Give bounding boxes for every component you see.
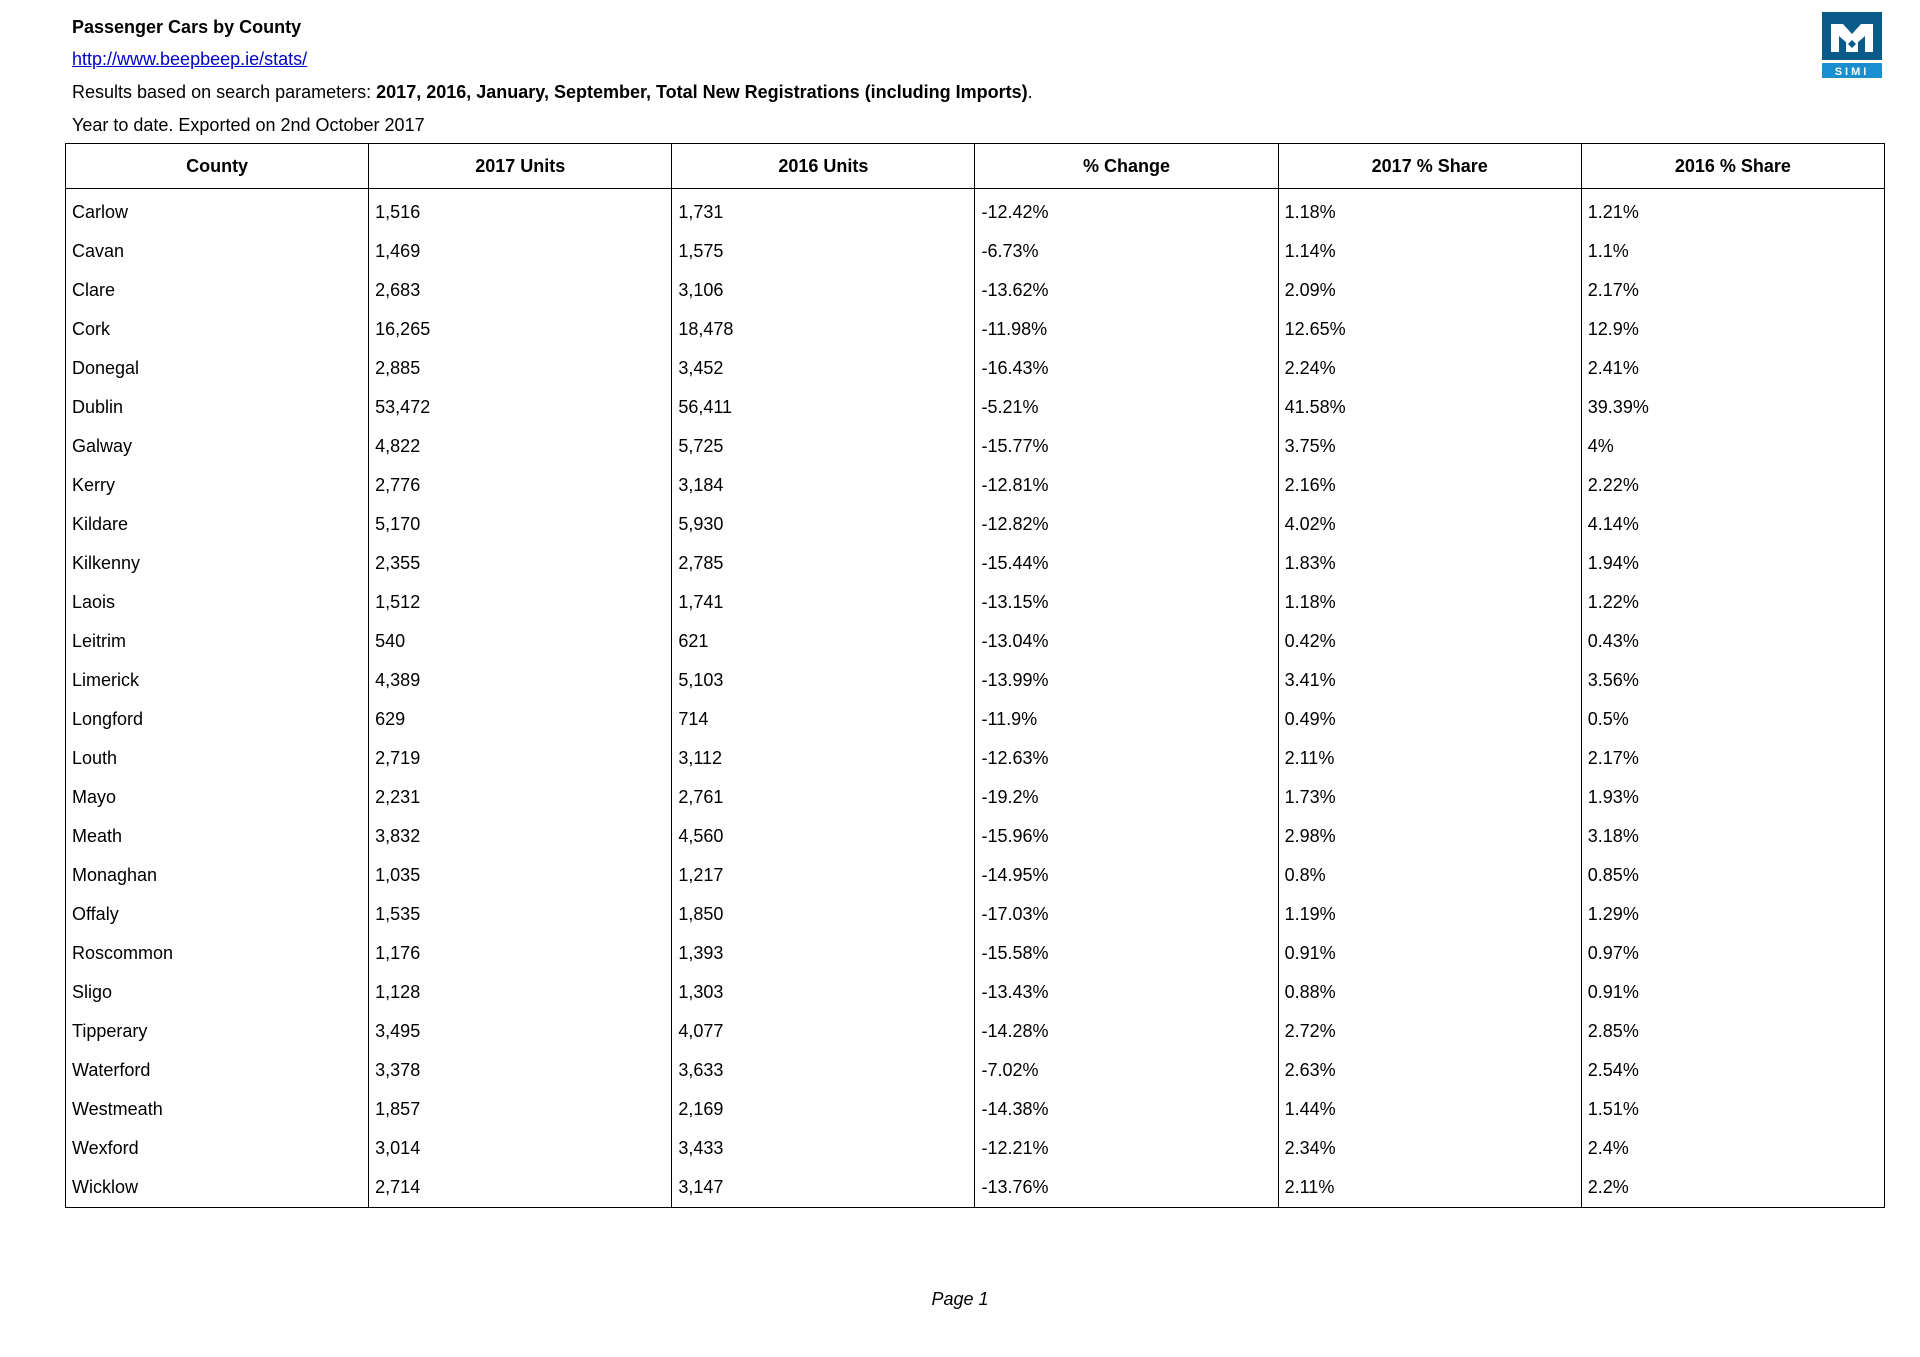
county-cell: Monaghan <box>66 856 369 895</box>
change-cell: -19.2% <box>975 778 1278 817</box>
share-2017-cell: 1.73% <box>1278 778 1581 817</box>
units-2016-cell: 3,452 <box>672 349 975 388</box>
table-body <box>66 189 1885 1208</box>
share-2017-cell: 2.09% <box>1278 271 1581 310</box>
change-cell: -13.76% <box>975 1168 1278 1208</box>
units-2016-cell: 2,761 <box>672 778 975 817</box>
table-row <box>66 427 1885 466</box>
share-2016-cell: 1.51% <box>1581 1090 1884 1129</box>
county-cell: Donegal <box>66 349 369 388</box>
units-2017-cell: 2,683 <box>369 271 672 310</box>
share-2016-cell: 0.91% <box>1581 973 1884 1012</box>
units-2016-cell: 5,725 <box>672 427 975 466</box>
change-cell: -11.9% <box>975 700 1278 739</box>
page-title: Passenger Cars by County <box>72 17 302 37</box>
share-2017-cell: 1.44% <box>1278 1090 1581 1129</box>
units-2016-cell: 1,575 <box>672 232 975 271</box>
table-row <box>66 583 1885 622</box>
table-row <box>66 1168 1885 1208</box>
county-cell: Tipperary <box>66 1012 369 1051</box>
units-2016-cell: 1,303 <box>672 973 975 1012</box>
search-parameters-values: 2017, 2016, January, September, Total New Registrations (including Imports) <box>376 82 1028 102</box>
change-cell: -12.21% <box>975 1129 1278 1168</box>
share-2016-cell: 1.29% <box>1581 895 1884 934</box>
units-2017-cell: 3,495 <box>369 1012 672 1051</box>
share-2017-cell: 2.72% <box>1278 1012 1581 1051</box>
units-2016-cell: 3,106 <box>672 271 975 310</box>
share-2017-cell: 0.88% <box>1278 973 1581 1012</box>
units-2016-cell: 56,411 <box>672 388 975 427</box>
share-2017-cell: 1.18% <box>1278 189 1581 233</box>
table-row <box>66 189 1885 233</box>
search-parameters-prefix: Results based on search parameters: <box>72 82 377 102</box>
table-row <box>66 661 1885 700</box>
table-row <box>66 934 1885 973</box>
share-2016-cell: 3.56% <box>1581 661 1884 700</box>
share-2016-cell: 0.85% <box>1581 856 1884 895</box>
units-2017-cell: 1,469 <box>369 232 672 271</box>
units-2017-cell: 1,128 <box>369 973 672 1012</box>
table-row <box>66 544 1885 583</box>
table-row <box>66 388 1885 427</box>
change-cell: -12.82% <box>975 505 1278 544</box>
units-2016-cell: 5,930 <box>672 505 975 544</box>
county-cell: Roscommon <box>66 934 369 973</box>
county-cell: Kilkenny <box>66 544 369 583</box>
change-cell: -13.62% <box>975 271 1278 310</box>
county-cell: Offaly <box>66 895 369 934</box>
export-note: Year to date. Exported on 2nd October 2017 <box>72 115 425 135</box>
change-cell: -17.03% <box>975 895 1278 934</box>
change-cell: -12.42% <box>975 189 1278 233</box>
share-2017-cell: 1.14% <box>1278 232 1581 271</box>
share-2016-cell: 2.41% <box>1581 349 1884 388</box>
share-2016-cell: 2.22% <box>1581 466 1884 505</box>
units-2017-cell: 3,378 <box>369 1051 672 1090</box>
page-number: Page 1 <box>931 1289 989 1309</box>
share-2017-cell: 1.18% <box>1278 583 1581 622</box>
units-2016-cell: 3,112 <box>672 739 975 778</box>
share-2016-cell: 2.85% <box>1581 1012 1884 1051</box>
county-cell: Wexford <box>66 1129 369 1168</box>
county-cell: Louth <box>66 739 369 778</box>
county-cell: Longford <box>66 700 369 739</box>
change-cell: -13.04% <box>975 622 1278 661</box>
column-header: 2016 Units <box>672 144 975 189</box>
share-2016-cell: 1.1% <box>1581 232 1884 271</box>
units-2017-cell: 2,231 <box>369 778 672 817</box>
units-2017-cell: 2,719 <box>369 739 672 778</box>
share-2016-cell: 3.18% <box>1581 817 1884 856</box>
table-row <box>66 739 1885 778</box>
units-2017-cell: 4,389 <box>369 661 672 700</box>
share-2017-cell: 41.58% <box>1278 388 1581 427</box>
units-2017-cell: 2,714 <box>369 1168 672 1208</box>
share-2017-cell: 0.42% <box>1278 622 1581 661</box>
units-2017-cell: 53,472 <box>369 388 672 427</box>
search-parameters-suffix: . <box>1027 82 1033 102</box>
share-2016-cell: 2.4% <box>1581 1129 1884 1168</box>
share-2017-cell: 0.91% <box>1278 934 1581 973</box>
units-2017-cell: 2,885 <box>369 349 672 388</box>
share-2017-cell: 2.11% <box>1278 739 1581 778</box>
share-2016-cell: 0.43% <box>1581 622 1884 661</box>
registrations-table <box>65 143 1885 1208</box>
change-cell: -5.21% <box>975 388 1278 427</box>
units-2016-cell: 1,741 <box>672 583 975 622</box>
table-row <box>66 1129 1885 1168</box>
share-2016-cell: 2.17% <box>1581 271 1884 310</box>
table-row <box>66 895 1885 934</box>
units-2017-cell: 16,265 <box>369 310 672 349</box>
units-2017-cell: 2,355 <box>369 544 672 583</box>
county-cell: Kerry <box>66 466 369 505</box>
county-cell: Carlow <box>66 189 369 233</box>
table-row <box>66 700 1885 739</box>
county-cell: Leitrim <box>66 622 369 661</box>
units-2017-cell: 1,857 <box>369 1090 672 1129</box>
units-2016-cell: 1,731 <box>672 189 975 233</box>
county-cell: Kildare <box>66 505 369 544</box>
units-2016-cell: 2,785 <box>672 544 975 583</box>
change-cell: -13.43% <box>975 973 1278 1012</box>
county-cell: Cork <box>66 310 369 349</box>
units-2016-cell: 1,393 <box>672 934 975 973</box>
share-2016-cell: 4.14% <box>1581 505 1884 544</box>
units-2016-cell: 621 <box>672 622 975 661</box>
share-2017-cell: 0.49% <box>1278 700 1581 739</box>
county-cell: Laois <box>66 583 369 622</box>
table-row <box>66 271 1885 310</box>
units-2017-cell: 2,776 <box>369 466 672 505</box>
share-2016-cell: 1.21% <box>1581 189 1884 233</box>
units-2017-cell: 4,822 <box>369 427 672 466</box>
stats-link[interactable]: http://www.beepbeep.ie/stats/ <box>72 49 308 69</box>
units-2016-cell: 3,433 <box>672 1129 975 1168</box>
change-cell: -15.44% <box>975 544 1278 583</box>
county-cell: Dublin <box>66 388 369 427</box>
county-cell: Waterford <box>66 1051 369 1090</box>
table-row <box>66 1090 1885 1129</box>
share-2017-cell: 4.02% <box>1278 505 1581 544</box>
share-2016-cell: 12.9% <box>1581 310 1884 349</box>
column-header: 2017 % Share <box>1278 144 1581 189</box>
change-cell: -13.15% <box>975 583 1278 622</box>
share-2017-cell: 2.16% <box>1278 466 1581 505</box>
share-2017-cell: 12.65% <box>1278 310 1581 349</box>
simi-logo <box>1822 12 1882 78</box>
logo-text: SIMI <box>1834 66 1870 78</box>
share-2016-cell: 2.54% <box>1581 1051 1884 1090</box>
column-header: County <box>66 144 369 189</box>
change-cell: -15.77% <box>975 427 1278 466</box>
units-2016-cell: 1,850 <box>672 895 975 934</box>
search-parameters <box>72 82 1033 103</box>
share-2016-cell: 0.5% <box>1581 700 1884 739</box>
column-header: % Change <box>975 144 1278 189</box>
change-cell: -16.43% <box>975 349 1278 388</box>
share-2017-cell: 2.34% <box>1278 1129 1581 1168</box>
share-2016-cell: 2.17% <box>1581 739 1884 778</box>
units-2016-cell: 4,077 <box>672 1012 975 1051</box>
change-cell: -12.81% <box>975 466 1278 505</box>
change-cell: -14.28% <box>975 1012 1278 1051</box>
units-2016-cell: 1,217 <box>672 856 975 895</box>
county-cell: Cavan <box>66 232 369 271</box>
share-2016-cell: 2.2% <box>1581 1168 1884 1208</box>
table-header-row <box>66 144 1885 189</box>
county-cell: Sligo <box>66 973 369 1012</box>
share-2017-cell: 1.19% <box>1278 895 1581 934</box>
share-2016-cell: 39.39% <box>1581 388 1884 427</box>
table-row <box>66 505 1885 544</box>
units-2017-cell: 1,176 <box>369 934 672 973</box>
change-cell: -11.98% <box>975 310 1278 349</box>
table-row <box>66 1012 1885 1051</box>
units-2016-cell: 714 <box>672 700 975 739</box>
units-2016-cell: 18,478 <box>672 310 975 349</box>
share-2017-cell: 2.11% <box>1278 1168 1581 1208</box>
units-2017-cell: 629 <box>369 700 672 739</box>
share-2016-cell: 1.94% <box>1581 544 1884 583</box>
table-row <box>66 973 1885 1012</box>
share-2017-cell: 2.98% <box>1278 817 1581 856</box>
change-cell: -12.63% <box>975 739 1278 778</box>
change-cell: -14.95% <box>975 856 1278 895</box>
table-row <box>66 622 1885 661</box>
county-cell: Mayo <box>66 778 369 817</box>
share-2016-cell: 1.22% <box>1581 583 1884 622</box>
units-2017-cell: 1,512 <box>369 583 672 622</box>
units-2017-cell: 540 <box>369 622 672 661</box>
table-row <box>66 856 1885 895</box>
county-cell: Meath <box>66 817 369 856</box>
share-2016-cell: 4% <box>1581 427 1884 466</box>
county-cell: Clare <box>66 271 369 310</box>
change-cell: -6.73% <box>975 232 1278 271</box>
units-2016-cell: 3,147 <box>672 1168 975 1208</box>
table-row <box>66 466 1885 505</box>
column-header: 2016 % Share <box>1581 144 1884 189</box>
units-2017-cell: 1,535 <box>369 895 672 934</box>
county-cell: Westmeath <box>66 1090 369 1129</box>
table-row <box>66 310 1885 349</box>
change-cell: -7.02% <box>975 1051 1278 1090</box>
units-2016-cell: 5,103 <box>672 661 975 700</box>
table-row <box>66 817 1885 856</box>
table-row <box>66 778 1885 817</box>
county-cell: Wicklow <box>66 1168 369 1208</box>
county-cell: Limerick <box>66 661 369 700</box>
units-2017-cell: 1,035 <box>369 856 672 895</box>
change-cell: -14.38% <box>975 1090 1278 1129</box>
table-row <box>66 1051 1885 1090</box>
units-2016-cell: 3,633 <box>672 1051 975 1090</box>
units-2017-cell: 1,516 <box>369 189 672 233</box>
table-row <box>66 232 1885 271</box>
share-2017-cell: 2.63% <box>1278 1051 1581 1090</box>
county-cell: Galway <box>66 427 369 466</box>
units-2017-cell: 3,014 <box>369 1129 672 1168</box>
column-header: 2017 Units <box>369 144 672 189</box>
share-2017-cell: 2.24% <box>1278 349 1581 388</box>
share-2016-cell: 0.97% <box>1581 934 1884 973</box>
units-2017-cell: 3,832 <box>369 817 672 856</box>
change-cell: -13.99% <box>975 661 1278 700</box>
units-2016-cell: 3,184 <box>672 466 975 505</box>
share-2017-cell: 3.75% <box>1278 427 1581 466</box>
units-2017-cell: 5,170 <box>369 505 672 544</box>
units-2016-cell: 2,169 <box>672 1090 975 1129</box>
change-cell: -15.96% <box>975 817 1278 856</box>
share-2017-cell: 1.83% <box>1278 544 1581 583</box>
units-2016-cell: 4,560 <box>672 817 975 856</box>
share-2016-cell: 1.93% <box>1581 778 1884 817</box>
share-2017-cell: 3.41% <box>1278 661 1581 700</box>
share-2017-cell: 0.8% <box>1278 856 1581 895</box>
change-cell: -15.58% <box>975 934 1278 973</box>
table-row <box>66 349 1885 388</box>
